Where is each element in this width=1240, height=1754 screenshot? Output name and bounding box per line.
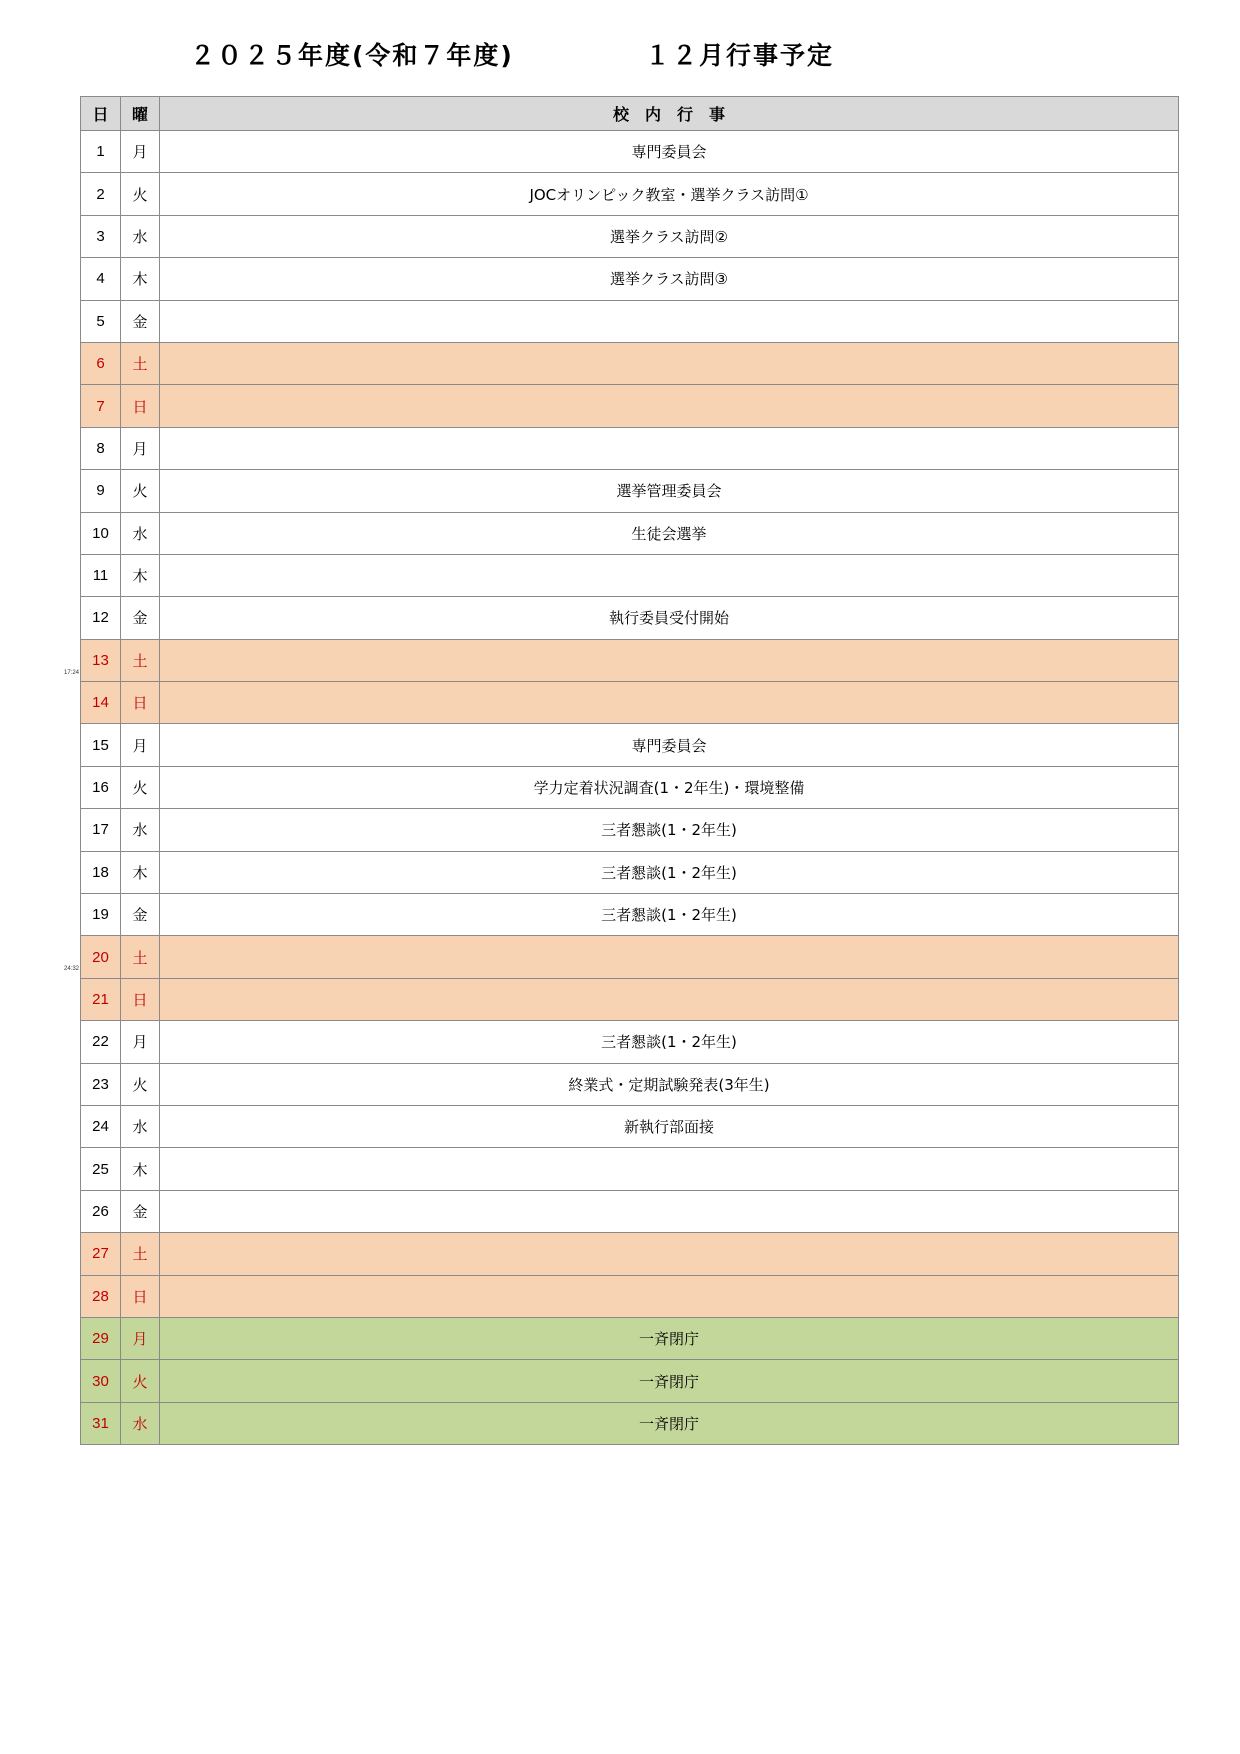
table-row — [81, 724, 1179, 766]
day-cell: 13 — [81, 639, 121, 681]
event-cell: 終業式・定期試験発表(3年生) — [160, 1063, 1179, 1105]
day-cell: 20 — [81, 936, 121, 978]
table-row — [81, 385, 1179, 427]
table-row — [81, 512, 1179, 554]
weekday-cell: 木 — [121, 258, 160, 300]
day-cell: 30 — [81, 1360, 121, 1402]
table-row — [81, 1317, 1179, 1359]
event-cell: 専門委員会 — [160, 724, 1179, 766]
day-cell: 21 — [81, 978, 121, 1020]
day-cell: 25 — [81, 1148, 121, 1190]
day-cell: 18 — [81, 851, 121, 893]
table-row — [81, 131, 1179, 173]
table-row — [81, 1148, 1179, 1190]
event-cell — [160, 1233, 1179, 1275]
day-cell: 8 — [81, 427, 121, 469]
table-row — [81, 936, 1179, 978]
day-cell: 15 — [81, 724, 121, 766]
weekday-cell: 水 — [121, 215, 160, 257]
table-row — [81, 766, 1179, 808]
weekday-cell: 日 — [121, 978, 160, 1020]
table-row — [81, 470, 1179, 512]
table-row — [81, 1233, 1179, 1275]
day-cell: 24 — [81, 1105, 121, 1147]
weekday-cell: 日 — [121, 1275, 160, 1317]
event-cell: 三者懇談(1・2年生) — [160, 809, 1179, 851]
weekday-cell: 木 — [121, 851, 160, 893]
weekday-cell: 月 — [121, 724, 160, 766]
margin-note: 24:32 — [64, 966, 80, 972]
day-cell: 22 — [81, 1021, 121, 1063]
table-row — [81, 173, 1179, 215]
table-row — [81, 894, 1179, 936]
event-cell — [160, 978, 1179, 1020]
weekday-cell: 日 — [121, 385, 160, 427]
day-cell: 5 — [81, 300, 121, 342]
event-cell: 選挙管理委員会 — [160, 470, 1179, 512]
weekday-cell: 月 — [121, 1021, 160, 1063]
day-cell: 2 — [81, 173, 121, 215]
table-row — [81, 215, 1179, 257]
table-row — [81, 1063, 1179, 1105]
weekday-cell: 水 — [121, 1105, 160, 1147]
header-weekday: 曜 — [121, 97, 160, 131]
table-row — [81, 597, 1179, 639]
event-cell: 専門委員会 — [160, 131, 1179, 173]
weekday-cell: 木 — [121, 554, 160, 596]
event-cell: 一斉閉庁 — [160, 1402, 1179, 1444]
weekday-cell: 土 — [121, 639, 160, 681]
event-cell: 一斉閉庁 — [160, 1360, 1179, 1402]
weekday-cell: 土 — [121, 342, 160, 384]
event-cell — [160, 385, 1179, 427]
day-cell: 10 — [81, 512, 121, 554]
day-cell: 7 — [81, 385, 121, 427]
weekday-cell: 土 — [121, 1233, 160, 1275]
event-cell: 学力定着状況調査(1・2年生)・環境整備 — [160, 766, 1179, 808]
event-cell — [160, 1190, 1179, 1232]
table-row — [81, 258, 1179, 300]
day-cell: 11 — [81, 554, 121, 596]
header-day: 日 — [81, 97, 121, 131]
table-row — [81, 1190, 1179, 1232]
table-row — [81, 1105, 1179, 1147]
event-cell — [160, 639, 1179, 681]
table-row — [81, 639, 1179, 681]
weekday-cell: 月 — [121, 1317, 160, 1359]
weekday-cell: 月 — [121, 427, 160, 469]
weekday-cell: 火 — [121, 1360, 160, 1402]
day-cell: 26 — [81, 1190, 121, 1232]
day-cell: 19 — [81, 894, 121, 936]
weekday-cell: 金 — [121, 300, 160, 342]
weekday-cell: 水 — [121, 809, 160, 851]
weekday-cell: 金 — [121, 1190, 160, 1232]
day-cell: 6 — [81, 342, 121, 384]
table-row — [81, 1360, 1179, 1402]
weekday-cell: 土 — [121, 936, 160, 978]
table-row — [81, 554, 1179, 596]
table-row — [81, 427, 1179, 469]
day-cell: 16 — [81, 766, 121, 808]
table-row — [81, 682, 1179, 724]
day-cell: 28 — [81, 1275, 121, 1317]
event-cell — [160, 427, 1179, 469]
table-row — [81, 1402, 1179, 1444]
table-row — [81, 851, 1179, 893]
event-cell: 一斉閉庁 — [160, 1317, 1179, 1359]
event-cell: 選挙クラス訪問② — [160, 215, 1179, 257]
day-cell: 23 — [81, 1063, 121, 1105]
day-cell: 27 — [81, 1233, 121, 1275]
event-cell — [160, 1148, 1179, 1190]
day-cell: 4 — [81, 258, 121, 300]
day-cell: 3 — [81, 215, 121, 257]
weekday-cell: 水 — [121, 512, 160, 554]
weekday-cell: 火 — [121, 173, 160, 215]
schedule-table — [80, 96, 1179, 1445]
event-cell: 選挙クラス訪問③ — [160, 258, 1179, 300]
table-row — [81, 342, 1179, 384]
weekday-cell: 金 — [121, 894, 160, 936]
event-cell: 三者懇談(1・2年生) — [160, 851, 1179, 893]
event-cell: 執行委員受付開始 — [160, 597, 1179, 639]
day-cell: 29 — [81, 1317, 121, 1359]
event-cell — [160, 1275, 1179, 1317]
month-schedule-title: １２月行事予定 — [645, 41, 835, 70]
event-cell — [160, 300, 1179, 342]
day-cell: 14 — [81, 682, 121, 724]
event-cell: 三者懇談(1・2年生) — [160, 1021, 1179, 1063]
weekday-cell: 火 — [121, 470, 160, 512]
table-row — [81, 809, 1179, 851]
event-cell — [160, 554, 1179, 596]
weekday-cell: 木 — [121, 1148, 160, 1190]
fiscal-year-title: ２０２５年度(令和７年度) — [190, 41, 514, 70]
day-cell: 9 — [81, 470, 121, 512]
event-cell — [160, 342, 1179, 384]
event-cell — [160, 936, 1179, 978]
margin-note: 17:24 — [64, 670, 80, 676]
weekday-cell: 月 — [121, 131, 160, 173]
weekday-cell: 日 — [121, 682, 160, 724]
header-events: 校 内 行 事 — [160, 97, 1179, 131]
weekday-cell: 水 — [121, 1402, 160, 1444]
weekday-cell: 金 — [121, 597, 160, 639]
page-title — [0, 36, 1240, 76]
table-row — [81, 978, 1179, 1020]
table-row — [81, 1275, 1179, 1317]
table-row — [81, 300, 1179, 342]
weekday-cell: 火 — [121, 766, 160, 808]
table-row — [81, 1021, 1179, 1063]
day-cell: 17 — [81, 809, 121, 851]
header-row — [81, 97, 1179, 131]
day-cell: 1 — [81, 131, 121, 173]
weekday-cell: 火 — [121, 1063, 160, 1105]
day-cell: 31 — [81, 1402, 121, 1444]
event-cell: 新執行部面接 — [160, 1105, 1179, 1147]
event-cell: 三者懇談(1・2年生) — [160, 894, 1179, 936]
day-cell: 12 — [81, 597, 121, 639]
event-cell: JOCオリンピック教室・選挙クラス訪問① — [160, 173, 1179, 215]
event-cell: 生徒会選挙 — [160, 512, 1179, 554]
event-cell — [160, 682, 1179, 724]
